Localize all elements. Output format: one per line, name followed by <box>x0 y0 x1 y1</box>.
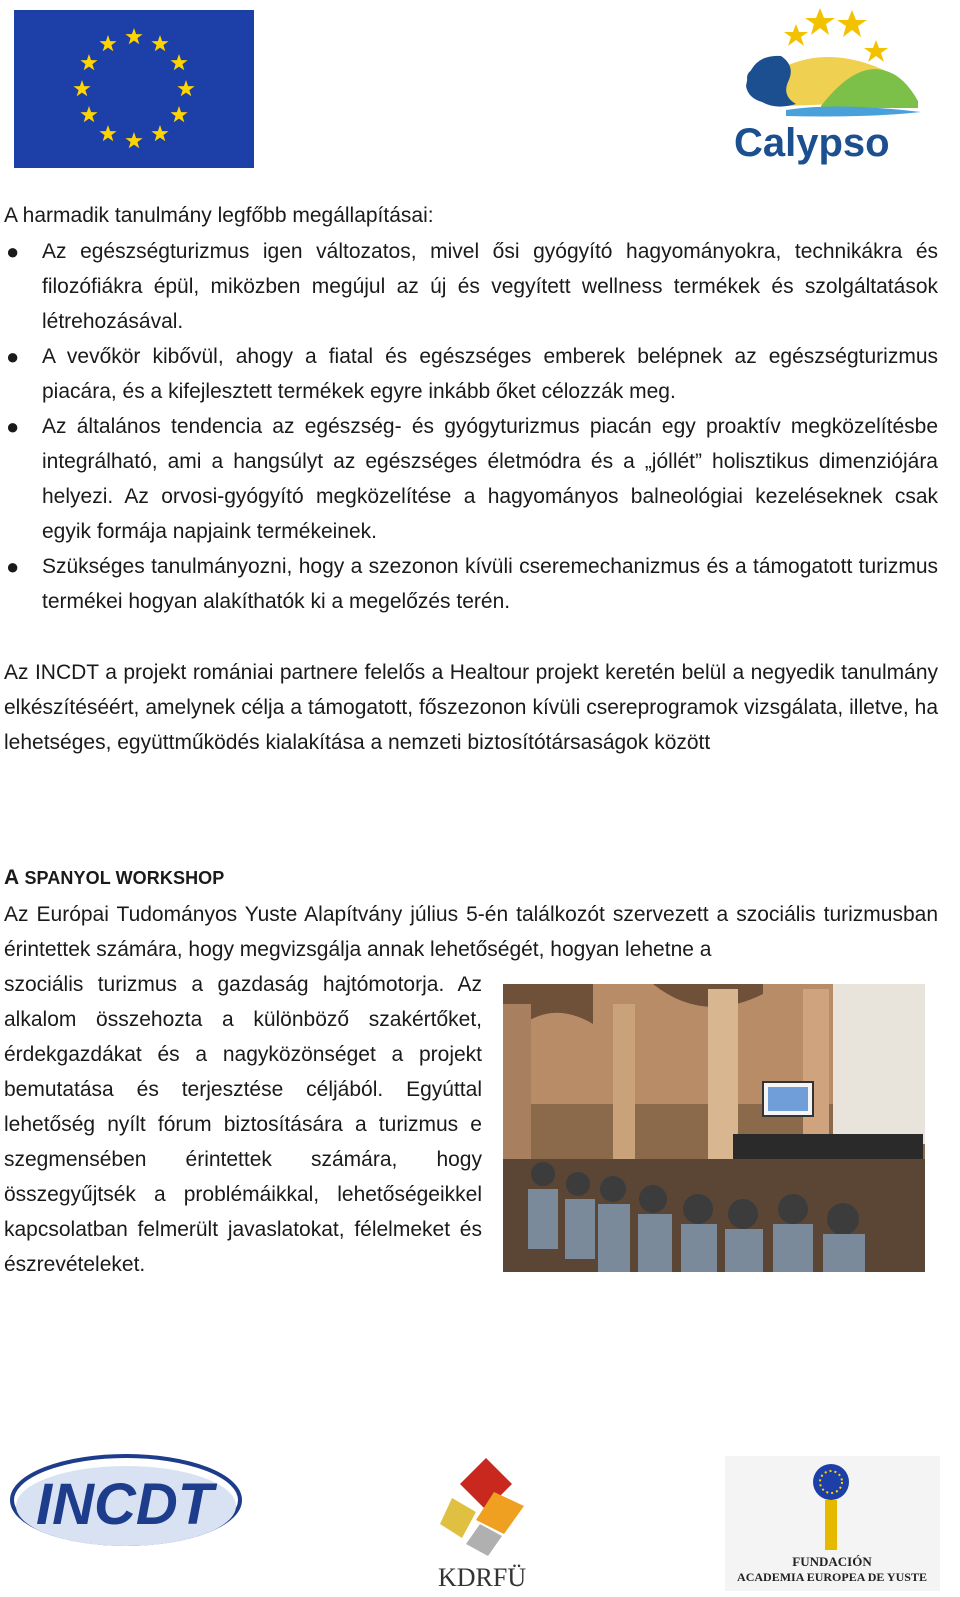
incdt-paragraph: Az INCDT a projekt romániai partnere felelős a Healtour projekt keretén belül a negyedik tanulmány elkészítéséért, amelynek célja a támogatott, főszezonon kívüli csereprogramok vizsgálata, illetve, ha lehetséges, együttműködés kialakítása a nemzeti biztosítótársaságok között <box>4 661 938 754</box>
bullet-icon: ● <box>6 344 20 369</box>
incdt-logo <box>6 1440 246 1580</box>
list-item <box>4 234 938 339</box>
list-item <box>4 549 938 619</box>
calypso-logo-text: Calypso <box>734 121 890 165</box>
list-item-text: Az általános tendencia az egészség- és gyógyturizmus piacán egy proaktív megközelítésbe integrálható, ami a hangsúlyt az egészséges életmódra és a „jóllét” holisztikus dimenziójára helyezi. Az orvosi-gyógyító megközelítése a hagyományos balneológiai kezeléseknek csak egyik formája napjaink termékeinek. <box>42 415 938 543</box>
kdrfu-logo-text: KDRFÜ <box>438 1563 527 1592</box>
list-item <box>4 409 938 549</box>
findings-list <box>4 234 938 619</box>
heading-initial: A <box>4 866 19 889</box>
list-item-text: Szükséges tanulmányozni, hogy a szezonon kívüli cseremechanizmus és a támogatott turizmus termékei hogyan alakíthatók ki a megelőzés terén. <box>42 555 938 613</box>
incdt-logo-text: INCDT <box>36 1472 214 1537</box>
yuste-logo <box>725 1456 940 1591</box>
list-item <box>4 339 938 409</box>
workshop-paragraph-wrapped: szociális turizmus a gazdaság hajtómotorja. Az alkalom összehozta a különböző szakértőket, érdekgazdákat és a nagyközönséget a projekt bemutatása és terjesztése céljából. Egyúttal lehetőség nyílt fórum biztosítására a turizmus e szegmensében érintettek számára, hogy összegyűjtsék a problémáikkal, lehetőségeikkel kapcsolatban felmerült javaslatokat, félelmeket és észrevételeket. <box>4 973 482 1276</box>
yuste-line2: ACADEMIA EUROPEA DE YUSTE <box>737 1570 927 1584</box>
list-item-text: Az egészségturizmus igen változatos, mivel ősi gyógyító hagyományokra, technikákra és filozófiákra épül, miközben megújul az új és vegyített wellness termékek és szolgáltatások létrehozásával. <box>42 240 938 333</box>
bullet-icon: ● <box>6 239 20 264</box>
bullet-icon: ● <box>6 554 20 579</box>
heading-rest: SPANYOL WORKSHOP <box>24 868 225 888</box>
workshop-photo <box>503 984 925 1272</box>
section-heading <box>4 860 938 896</box>
eu-flag-logo <box>14 10 254 168</box>
eu-stars-icon <box>14 10 254 168</box>
calypso-logo <box>726 6 936 171</box>
yuste-line1: FUNDACIÓN <box>792 1554 872 1569</box>
workshop-paragraph-top: Az Európai Tudományos Yuste Alapítvány július 5-én találkozót szervezett a szociális turizmusban érintettek számára, hogy megvizsgálja annak lehetőségét, hogyan lehetne a <box>4 903 938 961</box>
bullet-icon: ● <box>6 414 20 439</box>
kdrfu-logo <box>432 1452 542 1592</box>
intro-text: A harmadik tanulmány legfőbb megállapításai: <box>4 204 434 227</box>
list-item-text: A vevőkör kibővül, ahogy a fiatal és egészséges emberek belépnek az egészségturizmus piacára, és a kifejlesztett termékek egyre inkább őket célozzák meg. <box>42 345 938 403</box>
